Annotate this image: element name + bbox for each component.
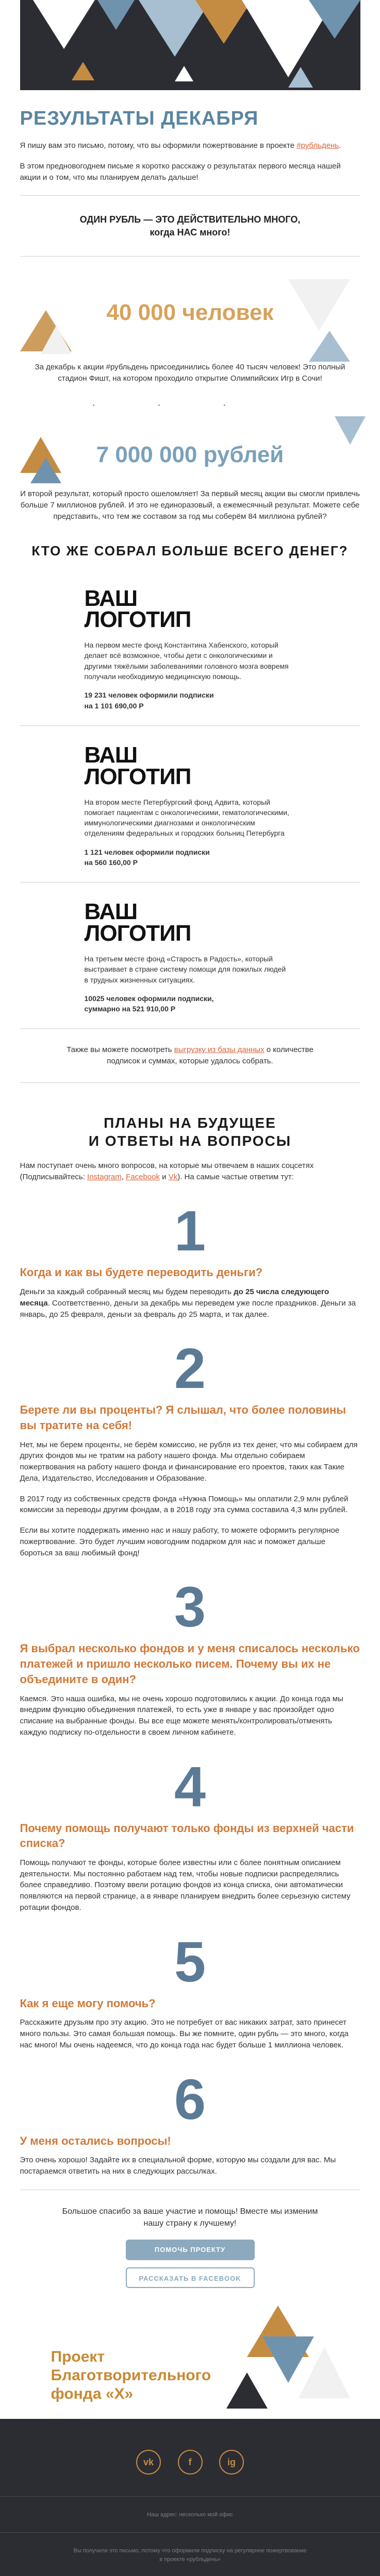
project-footer (20, 2295, 360, 2419)
stat-block-money (20, 416, 360, 488)
banner-triangle (175, 66, 193, 81)
faq-answer-text: Расскажите друзьям про эту акцию. Это не потребует от вас никаких затрат, зато принесет много пользы. Это самая большая помощь. Вы же помните, один рубль — это много, когда нас много! Мы очень надеемся, что до конца года нас будет больше 1 миллиона человек. (20, 2018, 349, 2049)
footer-divider (0, 2532, 380, 2533)
see-more-text-end: о количестве подписок и суммах, которые удалось собрать. (107, 1045, 313, 1066)
plans-intro-sep: и (159, 1172, 169, 1181)
banner-triangle (33, 0, 95, 49)
fund-logo-line: ВАШ (84, 899, 138, 925)
plans-intro-text: Нам поступает очень много вопросов, на которые мы отвечаем в наших соцсетях (Подписывайтесь: (20, 1161, 314, 1181)
faq-answer-part: . Соответственно, деньги за декабрь мы переведем уже после праздников. Деньги за январь, до 25 февраля, деньги за февраль до 25 марта, и так далее. (20, 1298, 356, 1319)
stat-value-people: 40 000 человек (106, 299, 274, 325)
intro-text: Я пишу вам это письмо, потому, что вы оформили пожертвование в проекте (20, 141, 297, 150)
site-footer (0, 2419, 380, 2576)
faq-answer (20, 1439, 360, 1559)
quote-line: когда НАС много! (150, 227, 230, 238)
footer-reason: Вы получили это письмо, потому что оформили подписку на регулярное пожертвование в проекте «рубльдень» (73, 2548, 307, 2563)
hashtag-link[interactable]: #рубльдень (296, 141, 339, 150)
stat-value-money: 7 000 000 рублей (96, 442, 284, 468)
plans-title-line: ПЛАНЫ НА БУДУЩЕЕ (104, 1114, 276, 1131)
faq-number: 2 (174, 1337, 206, 1401)
plans-intro-text-end: ). На самые частые ответим тут: (177, 1172, 294, 1181)
faq-answer-text: Помощь получают те фонды, которые более известны или с более понятным описанием деятельности. Мы постоянно работаем над тем, чтобы новые подписки распределялись более справедливо. Поэтому ввели ротацию фондов из конца списка, они автоматически появляются на первой странице, а в январе планируем внедрить более серьезную систему ротации фондов. (20, 1858, 351, 1912)
faq-question: Как я еще могу помочь? (20, 1996, 156, 2010)
facebook-link[interactable]: Facebook (126, 1172, 160, 1181)
closing-text: Большое спасибо за ваше участие и помощь! Вместе мы изменим нашу страну к лучшему! (62, 2207, 318, 2228)
fund-stat-line: 19 231 человек оформили подписки (84, 691, 214, 700)
header-banner (20, 0, 360, 90)
intro-text-end: . (339, 141, 341, 150)
fund-stat (85, 690, 291, 711)
see-more-note (51, 1044, 329, 1067)
decor-triangle (309, 331, 350, 362)
project-name: Проект Благотворительного фонда «Х» (51, 2348, 211, 2403)
footer-address: Наш адрес: несколько мой офис (147, 2512, 233, 2518)
dot-separator: ··· (92, 399, 288, 411)
stat-text-money: И второй результат, который просто ошеломляет! За первый месяц акции вы смогли привлечь больше 7 миллионов рублей. И это не единоразовый, а ежемесячный результат. Можете себе представить, что тем же составом за год мы соберём 84 миллиона рублей? (20, 489, 360, 521)
social-links (0, 2419, 380, 2475)
faq-answer-part: Деньги за каждый собранный месяц мы будем переводить (20, 1287, 234, 1297)
fund-logo-line: ВАШ (84, 585, 138, 611)
decor-triangle (41, 326, 72, 354)
faq-answer-text: В 2017 году из собственных средств фонда «Нужна Помощь» мы оплатили 2,9 млн рублей комиссии за переводы другим фондам, а в 2018 году эта сумма составила 4,3 млн рублей. (20, 1494, 349, 1515)
fund-card (20, 569, 360, 726)
faq-number: 3 (174, 1575, 206, 1639)
plans-title-line: И ОТВЕТЫ НА ВОПРОСЫ (88, 1132, 292, 1149)
plans-intro (20, 1160, 360, 1183)
divider (20, 256, 360, 257)
faq-answer-text: Это очень хорошо! Задайте их в специальной форме, которую мы создали для вас. Мы постараемся ответить на них в следующих рассылках. (20, 2156, 336, 2176)
quote-block (20, 208, 360, 244)
fund-description: На втором месте Петербургский фонд Адвита, который помогает пациентам с онкологическими, гематологическими, иммунологическими диагнозами и онкологическим отделениям федеральных и городских больниц Петербурга (84, 798, 290, 838)
banner-triangle (288, 67, 313, 88)
faq-number: 4 (174, 1755, 206, 1819)
faq-answer-bold: до 25 числа следующего месяца (20, 1287, 329, 1308)
faq-answer (20, 1857, 360, 1913)
faq-question: Когда и как вы будете переводить деньги? (20, 1266, 263, 1279)
divider (20, 195, 360, 196)
intro-paragraph (20, 140, 360, 151)
fund-stat (85, 847, 291, 868)
vk-link[interactable]: Vk (168, 1172, 178, 1181)
vk-icon[interactable]: vk (136, 2450, 161, 2475)
faq-answer-text: Каемся. Это наша ошибка, мы не очень хорошо подготовились к акции. До конца года мы внедрим функцию объединения платежей, то есть уже в январе у вас произойдет одно списание на выбранные фонды. Вы все еще можете менять/контролировать/отменять каждую подписку по-отдельности в своем личном кабинете. (20, 1694, 343, 1737)
faq-question: Почему помощь получают только фонды из верхней части списка? (20, 1821, 354, 1850)
banner-triangle (309, 0, 360, 39)
fund-card (20, 883, 360, 1029)
help-project-button[interactable]: ПОМОЧЬ ПРОЕКТУ (126, 2240, 255, 2260)
database-export-link[interactable]: выгрузку из базы данных (174, 1045, 265, 1055)
decor-triangle (335, 416, 366, 445)
faq-question: Я выбрал несколько фондов и у меня списалось несколько платежей и пришло несколько писем. Почему вы их не объедините в один? (20, 1642, 360, 1686)
fund-stat-line: на 1 101 690,00 Р (84, 701, 144, 710)
faq-question: Берете ли вы проценты? Я слышал, что более половины вы тратите на себя! (20, 1403, 346, 1432)
quote-line: ОДИН РУБЛЬ — ЭТО ДЕЙСТВИТЕЛЬНО МНОГО, (79, 214, 301, 225)
see-more-text: Также вы можете посмотреть (67, 1045, 174, 1055)
stat-block-people (20, 269, 360, 362)
faq-number: 6 (174, 2067, 206, 2131)
decor-triangle (226, 2372, 268, 2409)
faq-question: У меня остались вопросы! (20, 2134, 171, 2147)
fund-card (20, 726, 360, 883)
facebook-icon[interactable]: f (178, 2450, 203, 2475)
fund-stat (85, 993, 291, 1014)
fund-stat-line: на 560 160,00 Р (84, 858, 138, 867)
faq-answer-text (20, 1286, 360, 1320)
fund-logo-line: ВАШ (84, 742, 138, 768)
instagram-icon[interactable]: ig (219, 2450, 244, 2475)
footer-divider (0, 2496, 380, 2497)
faq-number: 1 (174, 1199, 206, 1263)
fund-logo (84, 585, 360, 633)
section-title-plans (20, 1114, 360, 1150)
fund-logo-line: ЛОГОТИП (84, 921, 191, 946)
faq-number: 5 (174, 1930, 206, 1994)
plans-intro-sep: , (121, 1172, 126, 1181)
faq-answer-text: Нет, мы не берем проценты, не берём комиссию, не рубля из тех денег, что мы собираем для других фондов мы не тратим на работу нашего фонда. Мы отдельно собираем пожертвования на работу нашего фонда и финансирование его проектов, таких как Такие Дела, Издательство, Исследования и Образование. (20, 1440, 358, 1483)
banner-triangle (97, 0, 135, 30)
faq-answer (20, 1286, 360, 1320)
fund-logo (85, 744, 360, 788)
decor-triangle (299, 2347, 350, 2398)
fund-logo-line: ЛОГОТИП (84, 764, 191, 789)
faq-answer-text: Если вы хотите поддержать именно нас и нашу работу, то можете оформить регулярное пожертвование. Это будет лучшим новогодним подарком для нас и поможет дальше бороться за ваш любимый фонд! (20, 1526, 340, 1557)
fund-logo (85, 901, 360, 944)
faq-answer (20, 2155, 360, 2177)
fund-description: На третьем месте фонд «Старость в Радость», который выстраивает в стране систему помощи для пожилых людей в трудных жизненных ситуациях. (84, 954, 286, 984)
banner-triangle (72, 62, 94, 80)
fund-stat-line: 1 121 человек оформили подписки (84, 848, 210, 856)
fund-logo-line: ЛОГОТИП (84, 607, 191, 633)
divider (20, 1082, 360, 1083)
fund-stat-line: 10025 человек оформили подписки, (84, 994, 214, 1003)
fund-stat-line: суммарно на 521 910,00 Р (84, 1005, 176, 1013)
intro-paragraph-2: В этом предновогоднем письме я коротко расскажу о результатах первого месяца нашей акции и о том, что мы планируем делать дальше! (20, 161, 341, 182)
faq-answer (20, 1693, 360, 1738)
instagram-link[interactable]: Instagram (87, 1172, 122, 1181)
stat-text-people: За декабрь к акции #рубльдень присоединились более 40 тысяч человек! Это полный стадион Фишт, на котором проходило открытие Олимпийских Игр в Сочи! (35, 362, 345, 383)
faq-answer (20, 2017, 360, 2050)
share-facebook-button[interactable]: РАССКАЗАТЬ В FACEBOOK (126, 2267, 255, 2288)
section-title-funds: КТО ЖЕ СОБРАЛ БОЛЬШЕ ВСЕГО ДЕНЕГ? (31, 543, 349, 558)
fund-description: На первом месте фонд Константина Хабенского, который делает всё возможное, чтобы дети с онкологическими и другими тяжёлыми заболеваниями головного мозга вовремя получали необходимую медицинскую помощь. (84, 641, 289, 681)
page-title: РЕЗУЛЬТАТЫ ДЕКАБРЯ (20, 108, 259, 129)
